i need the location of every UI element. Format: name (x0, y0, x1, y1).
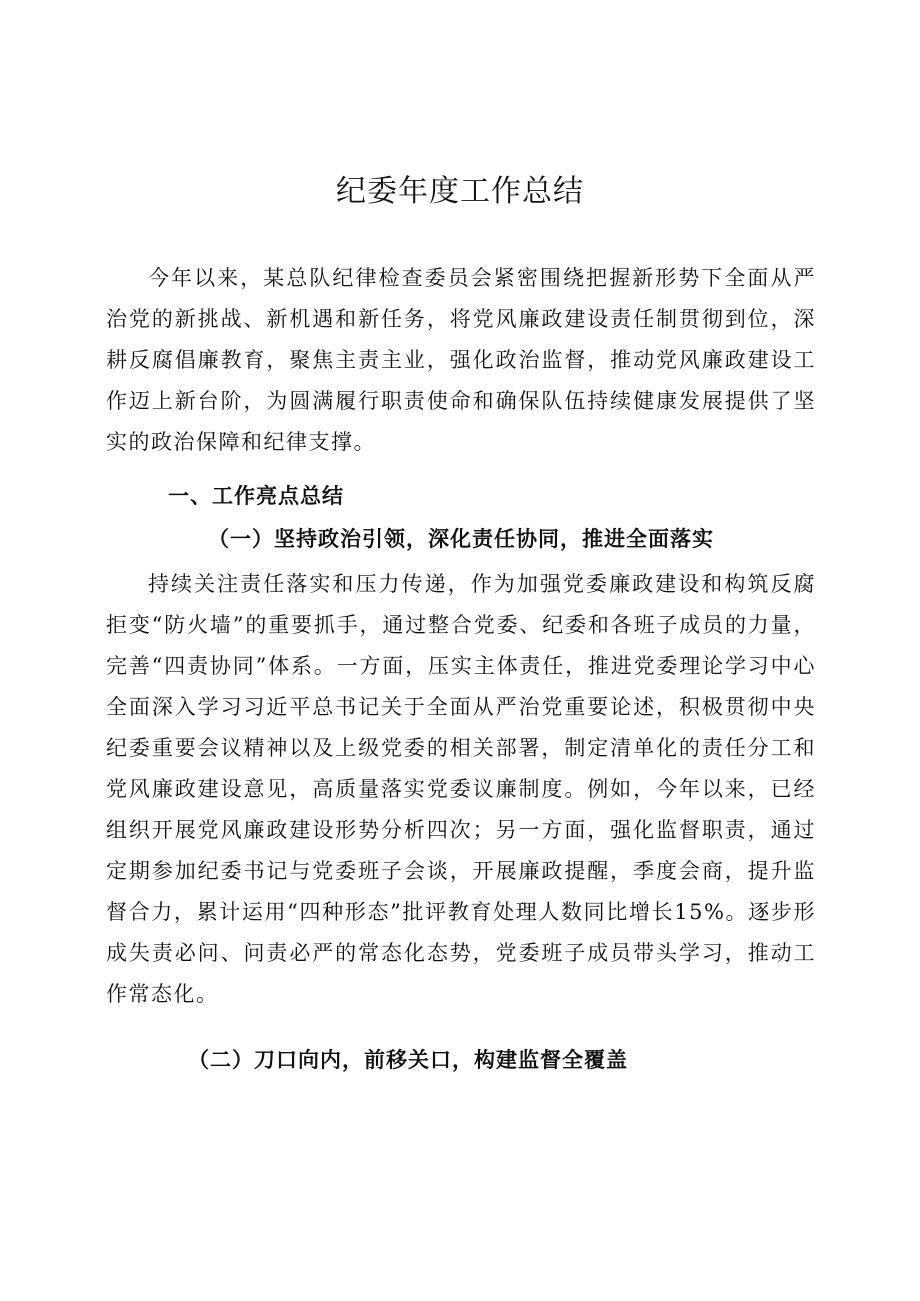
section-heading-highlights: 一、工作亮点总结 (168, 483, 344, 508)
subsection-body-political-leadership: 持续关注责任落实和压力传递，作为加强党委廉政建设和构筑反腐拒变“防火墙”的重要抓手，通过整合党委、纪委和各班子成员的力量，完善“四责协同”体系。一方面，压实主体责任，推进党委理论学习中心全面深入学习习近平总书记关于全面从严治党重要论述，积极贯彻中央纪委重要会议精神以及上级党委的相关部署，制定清单化的责任分工和党风廉政建设意见，高质量落实党委议廉制度。例如，今年以来，已经组织开展党风廉政建设形势分析四次；另一方面，强化监督职责，通过定期参加纪委书记与党委班子会谈，开展廉政提醒，季度会商，提升监督合力，累计运用“四种形态”批评教育处理人数同比增长15%。逐步形成失责必问、问责必严的常态化态势，党委班子成员带头学习，推动工作常态化。 (106, 572, 816, 1006)
subsection-heading-political-leadership: （一）坚持政治引领，深化责任协同，推进全面落实 (208, 526, 714, 551)
intro-paragraph: 今年以来，某总队纪律检查委员会紧密围绕把握新形势下全面从严治党的新挑战、新机遇和新任务，将党风廉政建设责任制贯彻到位，深耕反腐倡廉教育，聚焦主责主业，强化政治监督，推动党风廉政建设工作迈上新台阶，为圆满履行职责使命和确保队伍持续健康发展提供了坚实的政治保障和纪律支撑。 (106, 266, 816, 454)
document-title: 纪委年度工作总结 (336, 174, 584, 209)
subsection-heading-supervision: （二）刀口向内，前移关口，构建监督全覆盖 (188, 1047, 628, 1072)
